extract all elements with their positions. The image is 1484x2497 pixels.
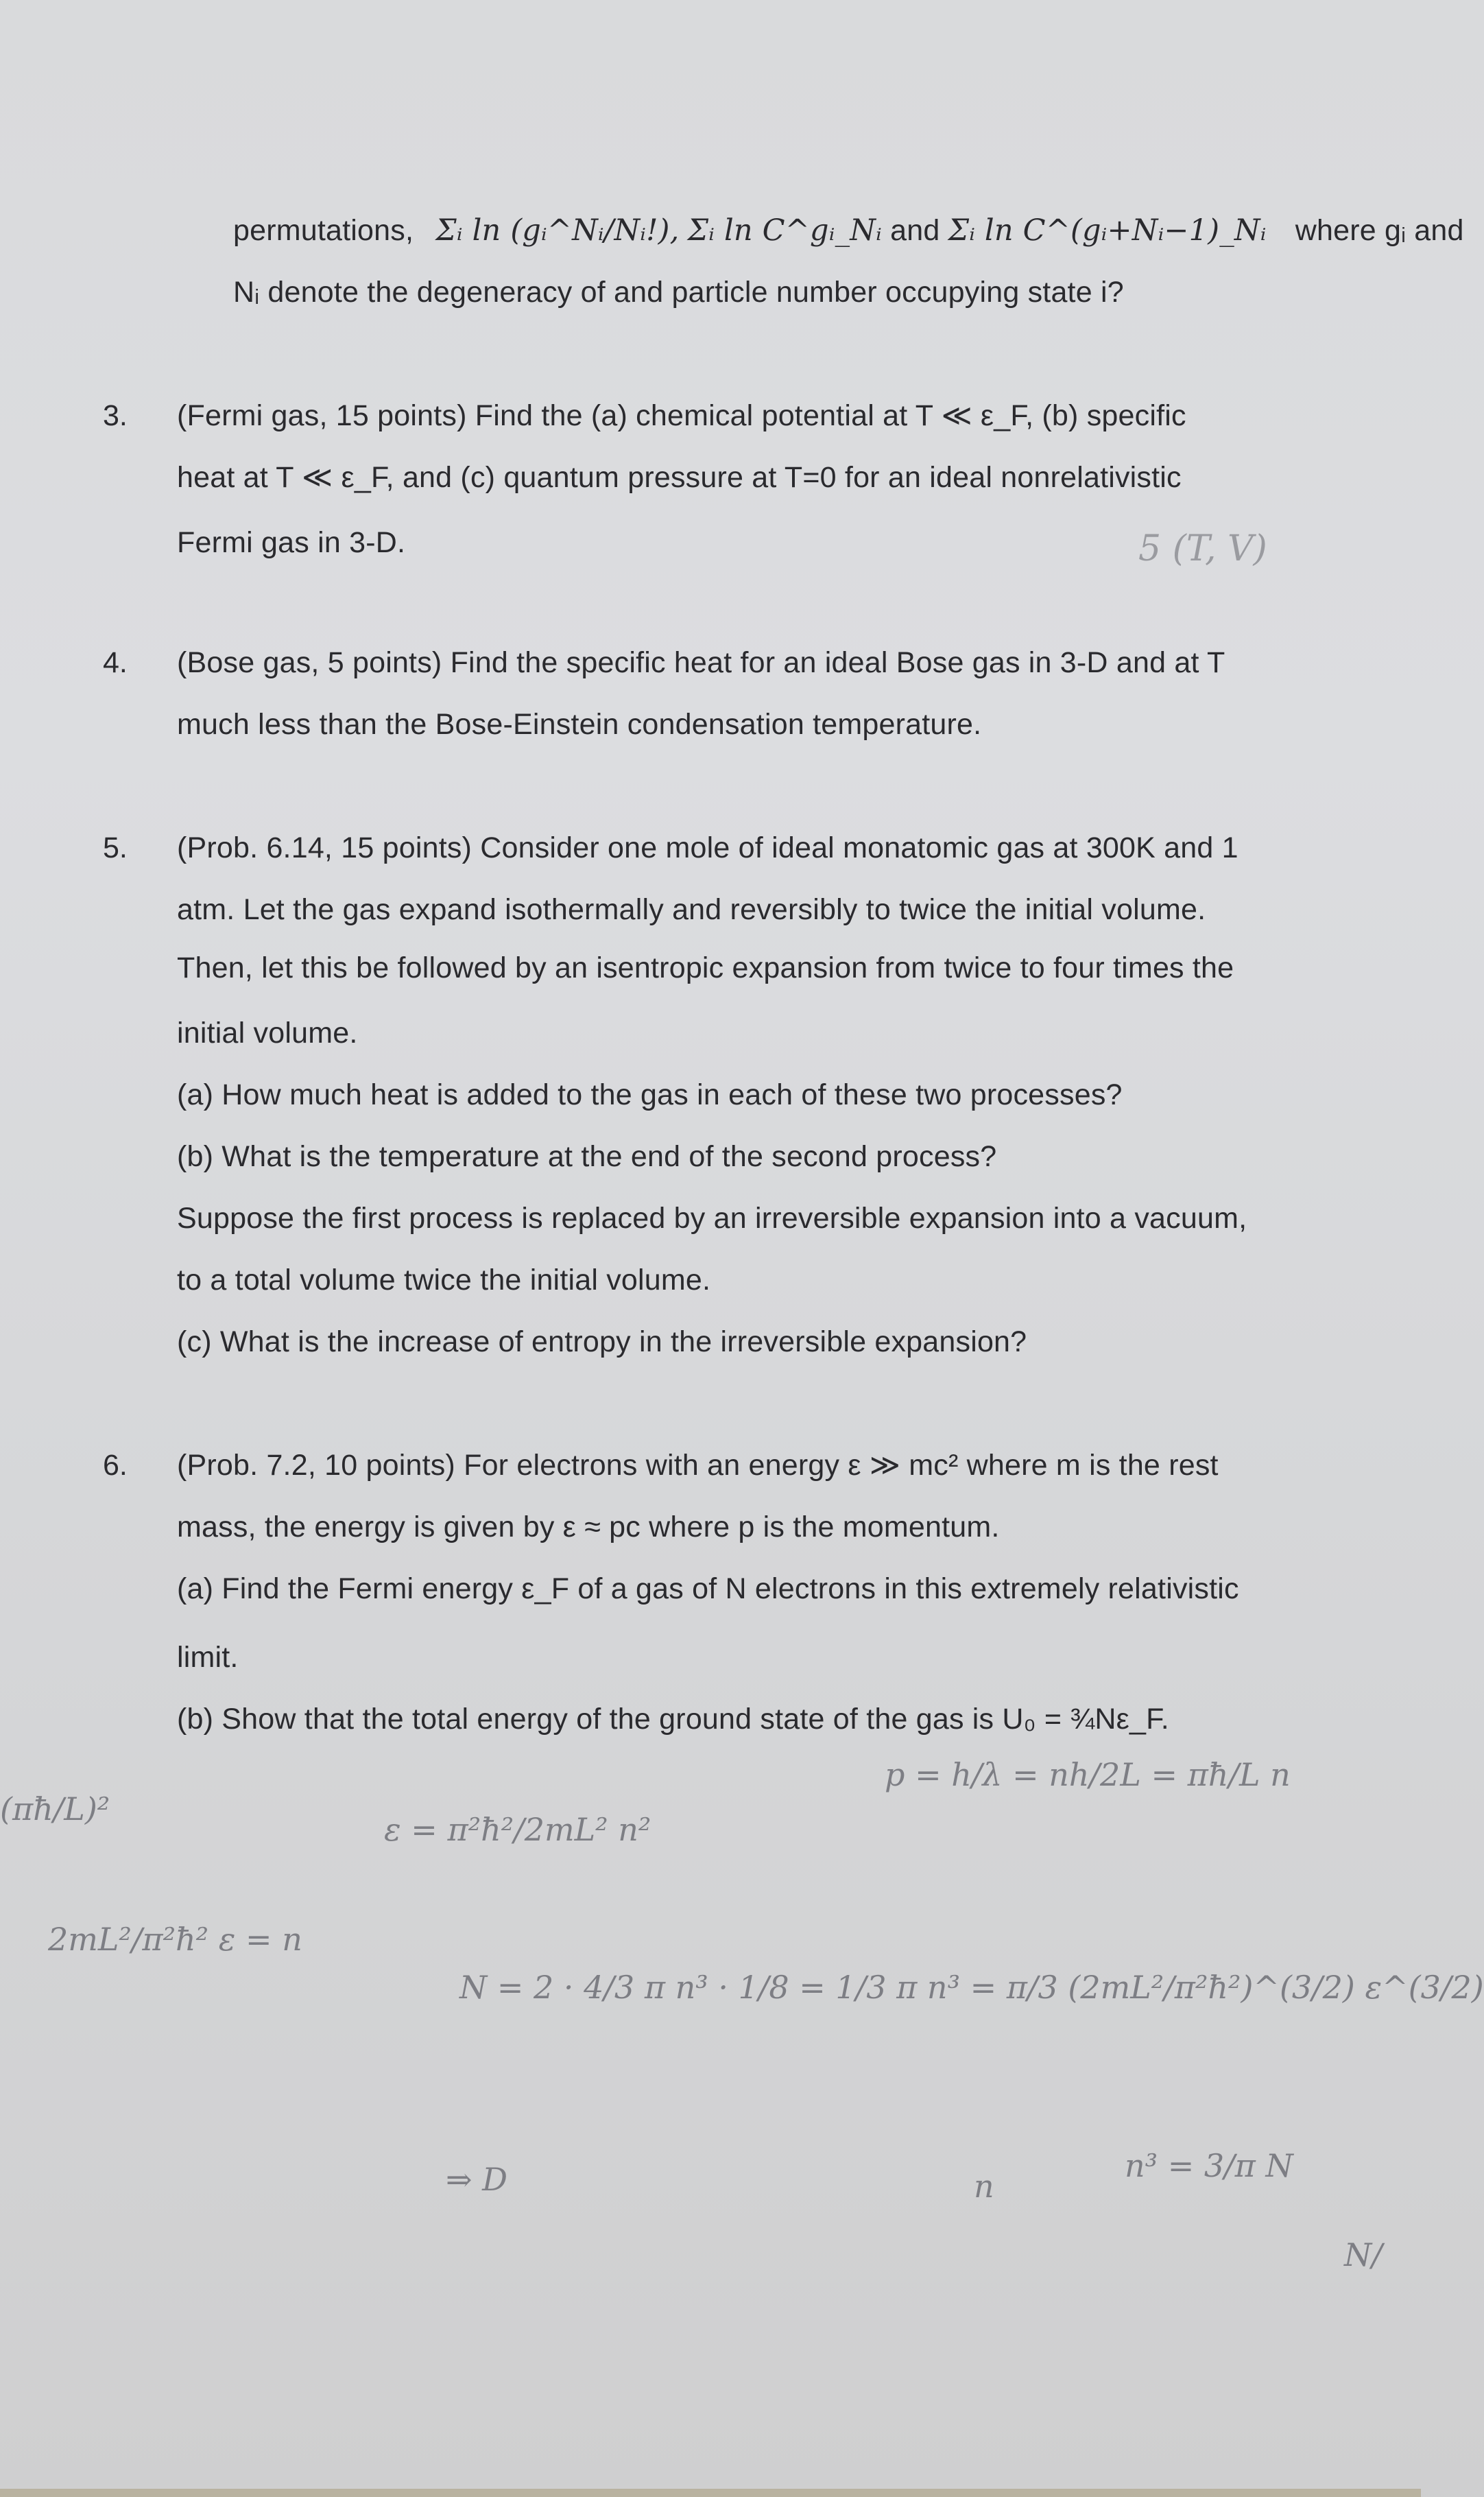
handwritten-note-pih-over-l: (πħ/L)²	[0, 1790, 110, 1827]
handwritten-note-n-cubed: n³ = 3/π N	[1125, 2147, 1293, 2184]
q3-line1: (Fermi gas, 15 points) Find the (a) chemical potential at T ≪ ε_F, (b) specific	[177, 399, 1186, 432]
q5-part-c: (c) What is the increase of entropy in the irreversible expansion?	[177, 1325, 1027, 1358]
handwritten-note-5tv: 5 (T, V)	[1138, 528, 1267, 569]
handwritten-note-momentum: p = h/λ = nh/2L = πħ/L n	[885, 1756, 1291, 1793]
q6-number: 6.	[103, 1449, 128, 1482]
q3-line2: heat at T ≪ ε_F, and (c) quantum pressure at T=0 for an ideal nonrelativistic	[177, 461, 1182, 494]
q2-line1: permutations, Σᵢ ln (gᵢ^Nᵢ/Nᵢ!), Σᵢ ln C^gᵢ_Nᵢ and Σᵢ ln C^(gᵢ+Nᵢ−1)_Nᵢ where gᵢ and	[233, 213, 1464, 248]
q4-line2: much less than the Bose-Einstein condensation temperature.	[177, 708, 982, 741]
q6-line1: (Prob. 7.2, 10 points) For electrons with an energy ε ≫ mc² where m is the rest	[177, 1449, 1219, 1482]
q4-line1: (Bose gas, 5 points) Find the specific heat for an ideal Bose gas in 3-D and at T	[177, 646, 1225, 679]
paper-bottom-edge	[0, 2489, 1421, 2497]
q5-number: 5.	[103, 831, 128, 864]
q3-line3: Fermi gas in 3-D.	[177, 526, 406, 559]
q5-line4: initial volume.	[177, 1017, 358, 1050]
q2-line2: Nᵢ denote the degeneracy of and particle number occupying state i?	[233, 276, 1124, 309]
handwritten-note-n: n	[974, 2168, 994, 2205]
handwritten-note-energy-n: 2mL²/π²ħ² ε = n	[48, 1921, 302, 1958]
q5-line2: atm. Let the gas expand isothermally and reversibly to twice the initial volume.	[177, 893, 1206, 926]
handwritten-note-energy-formula: ε = π²ħ²/2mL² n²	[384, 1811, 651, 1848]
q6-part-a-line1: (a) Find the Fermi energy ε_F of a gas of N electrons in this extremely relativistic	[177, 1572, 1239, 1605]
q3-number: 3.	[103, 399, 128, 432]
q5-line5: Suppose the first process is replaced by an irreversible expansion into a vacuum,	[177, 1202, 1247, 1235]
q5-line3: Then, let this be followed by an isentropic expansion from twice to four times the	[177, 951, 1234, 984]
q5-line6: to a total volume twice the initial volume.	[177, 1264, 711, 1297]
q5-part-b: (b) What is the temperature at the end of the second process?	[177, 1140, 997, 1173]
handwritten-note-implies-d: ⇒ D	[446, 2161, 508, 2198]
q5-line1: (Prob. 6.14, 15 points) Consider one mole of ideal monatomic gas at 300K and 1	[177, 831, 1238, 864]
handwritten-note-n-count: N = 2 · 4/3 π n³ · 1/8 = 1/3 π n³ = π/3 (2mL²/π²ħ²)^(3/2) ε^(3/2)	[459, 1969, 1484, 2006]
q6-line2: mass, the energy is given by ε ≈ pc where p is the momentum.	[177, 1511, 1000, 1543]
q5-part-a: (a) How much heat is added to the gas in each of these two processes?	[177, 1078, 1123, 1111]
q6-part-b: (b) Show that the total energy of the ground state of the gas is U₀ = ¾Nε_F.	[177, 1703, 1169, 1736]
q6-part-a-line2: limit.	[177, 1641, 239, 1674]
handwritten-note-n-over: N/	[1344, 2236, 1383, 2273]
q4-number: 4.	[103, 646, 128, 679]
